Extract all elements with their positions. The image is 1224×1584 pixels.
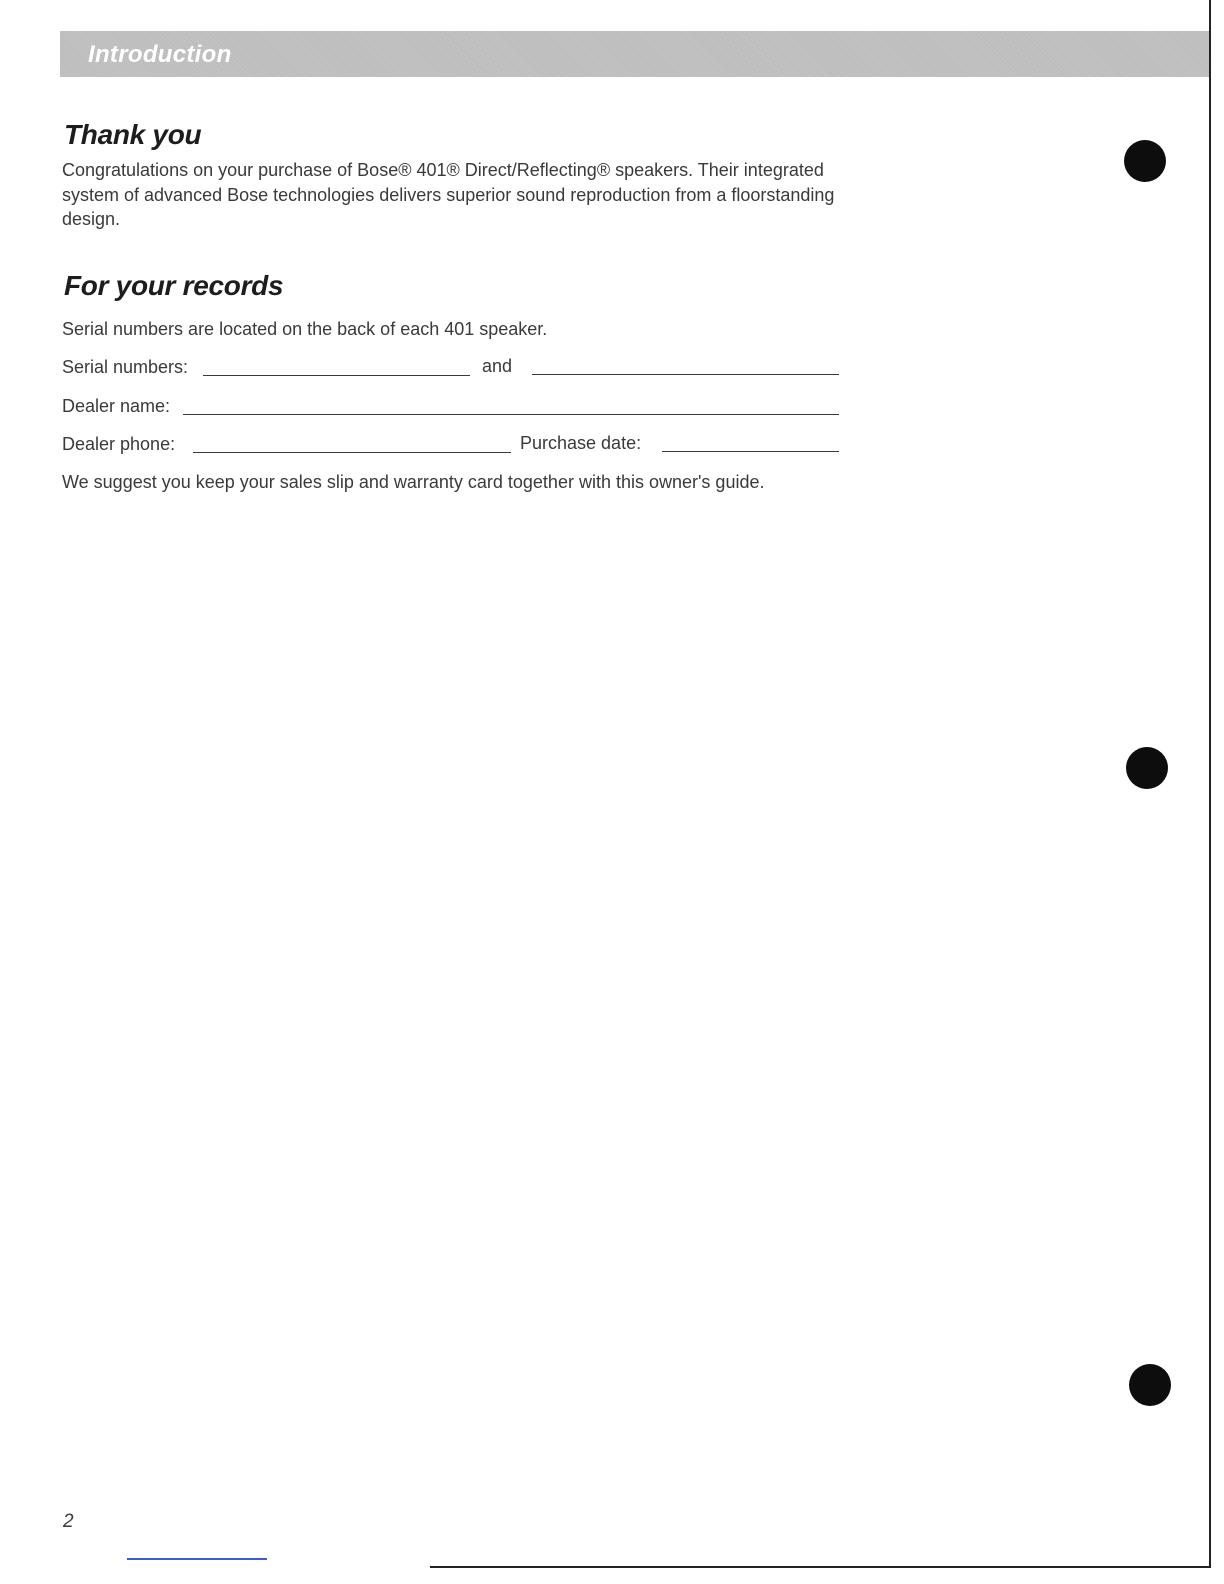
section-title: Introduction <box>88 41 232 68</box>
page-edge-bottom <box>430 1566 1211 1568</box>
section-header <box>60 31 1209 77</box>
scan-mark <box>127 1558 267 1560</box>
dealer-name-field[interactable] <box>183 413 839 415</box>
serial-number-2-field[interactable] <box>532 373 839 375</box>
purchase-date-label: Purchase date: <box>520 433 642 453</box>
suggestion-text: We suggest you keep your sales slip and warranty card together with this owner's guide. <box>62 472 765 492</box>
and-label: and <box>482 356 513 376</box>
serial-number-1-field[interactable] <box>203 374 470 376</box>
dealer-phone-label: Dealer phone: <box>62 434 176 454</box>
page-edge-right <box>1209 0 1211 1568</box>
records-heading: For your records <box>64 270 284 301</box>
binder-hole-top <box>1124 140 1166 182</box>
binder-hole-bottom <box>1129 1364 1171 1406</box>
binder-hole-middle <box>1126 747 1168 789</box>
dealer-name-label: Dealer name: <box>62 396 171 416</box>
dealer-phone-field[interactable] <box>193 451 511 453</box>
thank-you-body: Congratulations on your purchase of Bose® 401® Direct/Reflecting® speakers. Their integrated system of advanced Bose technologies delivers superior sound reproduction from a floorstanding design. <box>62 160 835 229</box>
thank-you-heading: Thank you <box>64 119 202 150</box>
page-number: 2 <box>63 1511 74 1532</box>
records-intro: Serial numbers are located on the back of each 401 speaker. <box>62 319 548 339</box>
purchase-date-field[interactable] <box>662 450 839 452</box>
serial-numbers-label: Serial numbers: <box>62 357 189 377</box>
